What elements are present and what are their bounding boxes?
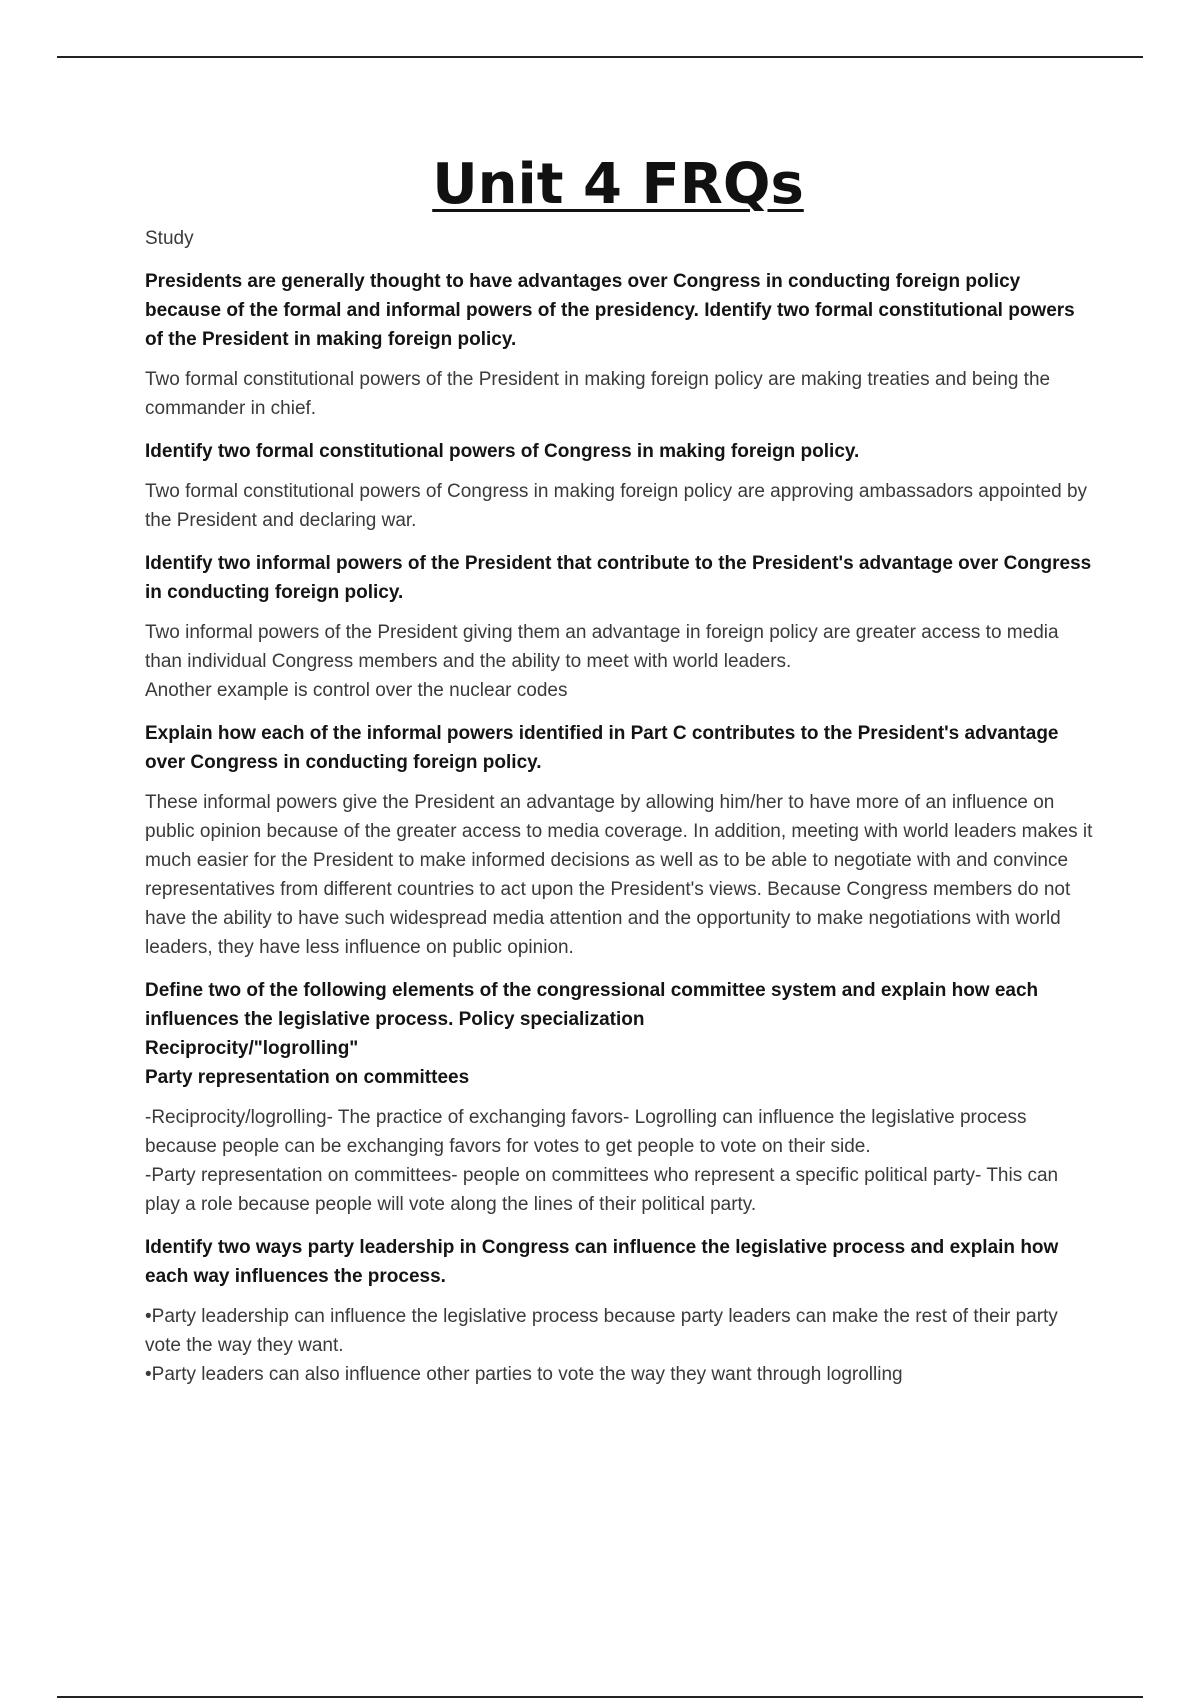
frq-section [145, 267, 1095, 423]
question-text: Presidents are generally thought to have advantages over Congress in conducting foreign policy because of the formal and informal powers of the presidency. Identify two formal constitutional powers of the President in making foreign policy. [145, 271, 1075, 350]
frq-section [145, 437, 1095, 535]
page-title: Unit 4 FRQs [432, 152, 804, 217]
frq-section [145, 976, 1095, 1219]
question-text: Define two of the following elements of the congressional committee system and explain how each influences the legislative process. Policy specialization Reciprocity/"logrolling" Party representation on committees [145, 980, 1039, 1088]
document-body [145, 224, 1095, 1403]
question-text: Explain how each of the informal powers identified in Part C contributes to the President's advantage over Congress in conducting foreign policy. [145, 723, 1059, 773]
answer-text: -Reciprocity/logrolling- The practice of exchanging favors- Logrolling can influence the legislative process because people can be exchanging favors for votes to get people to vote on their side. -Party representation on committees- people on committees who represent a specific political party- This can play a role because people will vote along the lines of their political party. [145, 1107, 1059, 1215]
bottom-rule [57, 1696, 1143, 1698]
top-rule [57, 56, 1143, 58]
frq-section [145, 549, 1095, 705]
answer-text: Two formal constitutional powers of the President in making foreign policy are making treaties and being the commander in chief. [145, 369, 1051, 419]
answer-text: These informal powers give the President an advantage by allowing him/her to have more of an influence on public opinion because of the greater access to media coverage. In addition, meeting with world leaders makes it much easier for the President to make informed decisions as well as to be able to negotiate with and convince representatives from different countries to act upon the President's views. Because Congress members do not have the ability to have such widespread media attention and the opportunity to make negotiations with world leaders, they have less influence on public opinion. [145, 792, 1093, 958]
answer-text: •Party leadership can influence the legislative process because party leaders can make the rest of their party vote the way they want. •Party leaders can also influence other parties to vote the way they want through logrolling [145, 1306, 1058, 1385]
answer-text: Two informal powers of the President giving them an advantage in foreign policy are greater access to media than individual Congress members and the ability to meet with world leaders. Another example is control over the nuclear codes [145, 622, 1059, 701]
question-text: Identify two ways party leadership in Congress can influence the legislative process and explain how each way influences the process. [145, 1237, 1059, 1287]
frq-section [145, 719, 1095, 962]
answer-text: Two formal constitutional powers of Congress in making foreign policy are approving ambassadors appointed by the President and declaring war. [145, 481, 1088, 531]
document-subtitle: Study [145, 228, 194, 249]
question-text: Identify two formal constitutional powers of Congress in making foreign policy. [145, 441, 860, 462]
question-text: Identify two informal powers of the President that contribute to the President's advantage over Congress in conducting foreign policy. [145, 553, 1092, 603]
frq-section [145, 1233, 1095, 1389]
